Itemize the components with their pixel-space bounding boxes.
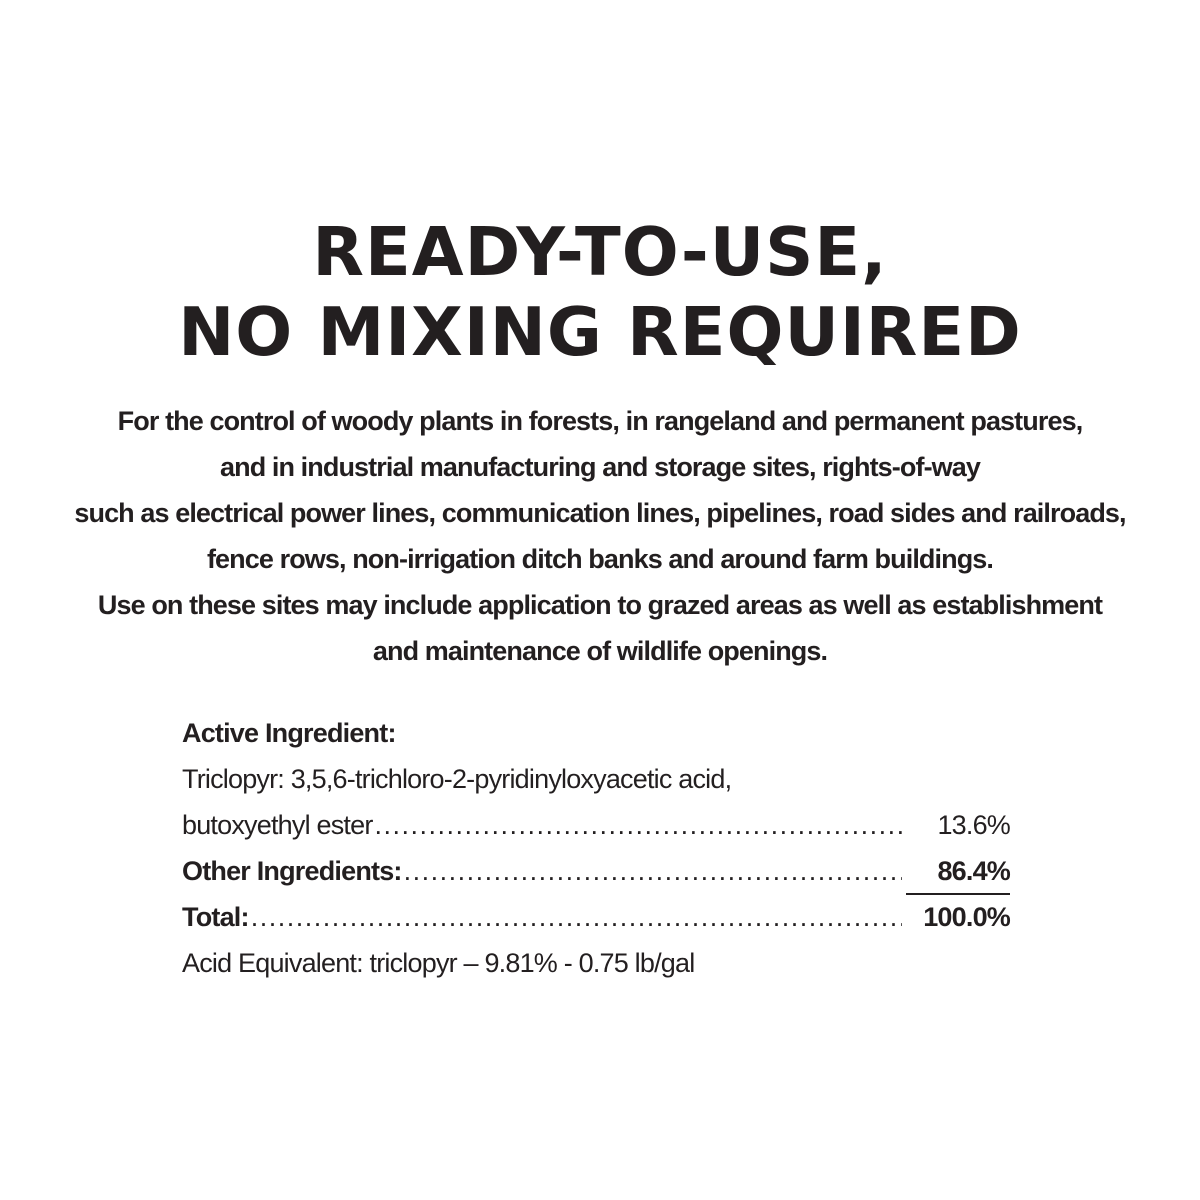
total-row <box>182 894 1010 940</box>
other-ingredients-row <box>182 848 1010 894</box>
description-line-3: such as electrical power lines, communication lines, pipelines, road sides and railroads, <box>74 498 1126 528</box>
total-label: Total: <box>182 902 249 932</box>
leader-dots <box>251 894 902 940</box>
description-line-1: For the control of woody plants in forests, in rangeland and permanent pastures, <box>117 406 1083 436</box>
acid-equivalent: Acid Equivalent: triclopyr – 9.81% - 0.75 lb/gal <box>182 948 695 978</box>
active-ingredient-name: Triclopyr: 3,5,6-trichloro-2-pyridinyloxyacetic acid, <box>182 764 732 794</box>
description-line-4: fence rows, non-irrigation ditch banks and around farm buildings. <box>206 544 994 574</box>
headline-line-1: READY-TO-USE, <box>312 213 888 291</box>
other-ingredients-percent: 86.4% <box>906 851 1010 895</box>
active-ingredient-heading: Active Ingredient: <box>182 718 396 748</box>
leader-dots <box>375 802 902 848</box>
active-ingredient-percent: 13.6% <box>937 810 1010 840</box>
description-line-6: and maintenance of wildlife openings. <box>372 636 828 666</box>
description-line-5: Use on these sites may include application to grazed areas as well as establishment <box>97 590 1103 620</box>
active-ingredient-row <box>182 802 1010 848</box>
total-percent: 100.0% <box>923 902 1010 932</box>
usage-description <box>0 398 1200 674</box>
leader-dots <box>404 848 902 894</box>
ingredients-statement <box>182 710 1010 986</box>
active-ingredient-name-cont: butoxyethyl ester <box>182 810 373 840</box>
headline-line-2: NO MIXING REQUIRED <box>178 293 1022 371</box>
headline <box>0 212 1200 372</box>
other-ingredients-label: Other Ingredients: <box>182 856 402 886</box>
description-line-2: and in industrial manufacturing and storage sites, rights-of-way <box>219 452 980 482</box>
